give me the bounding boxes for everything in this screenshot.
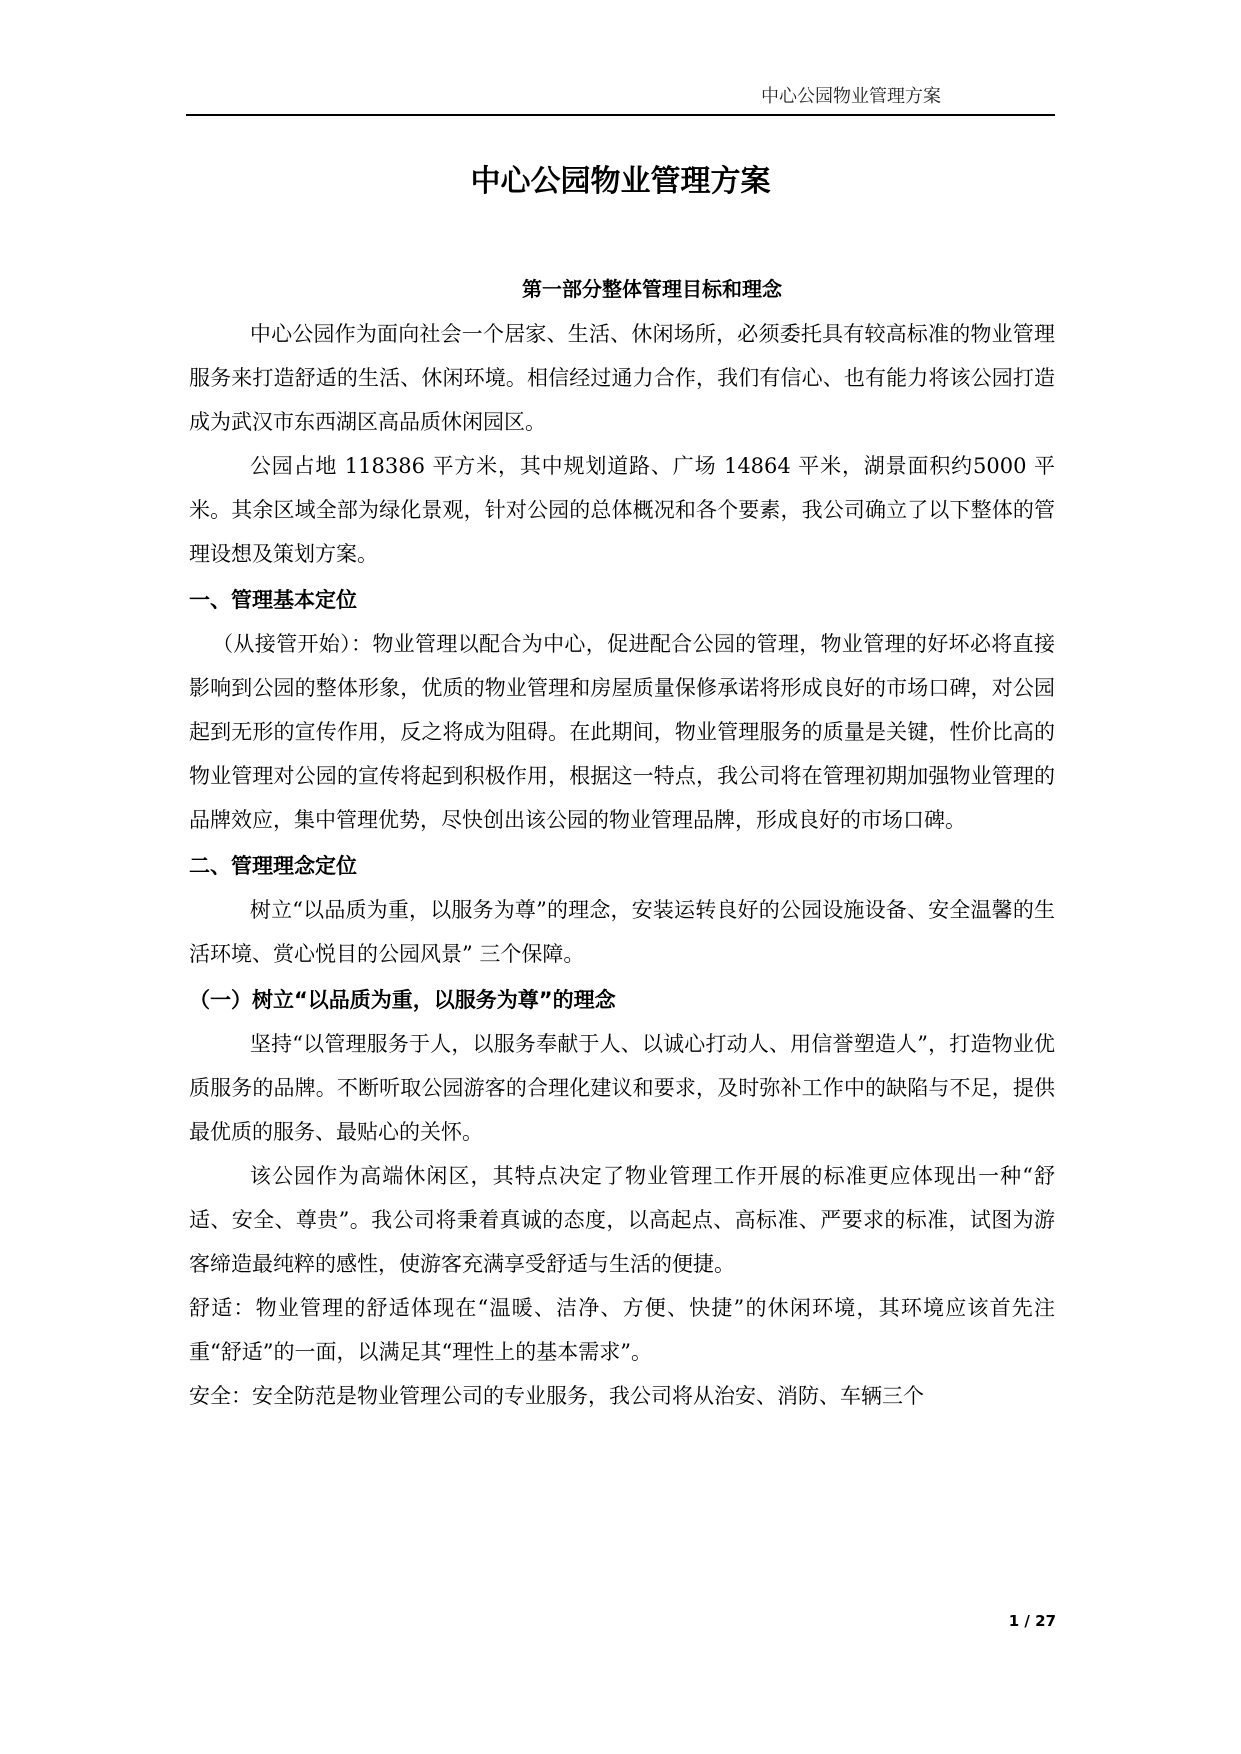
section1-paragraph: （从接管开始）：物业管理以配合为中心，促进配合公园的管理，物业管理的好坏必将直接影响到公园的整体形象，优质的物业管理和房屋质量保修承诺将形成良好的市场口碑，对公园起到无形的宣传作用，反之将成为阻碍。在此期间，物业管理服务的质量是关键，性价比高的物业管理对公园的宣传将起到积极作用，根据这一特点，我公司将在管理初期加强物业管理的品牌效应，集中管理优势，尽快创出该公园的物业管理品牌，形成良好的市场口碑。 (189, 632, 1055, 832)
intro-paragraph-2: 公园占地 118386 平方米，其中规划道路、广场 14864 平米，湖景面积约5000 平米。其余区域全部为绿化景观，针对公园的总体概况和各个要素，我公司确立了以下整体的管理设想及策划方案。 (189, 454, 1055, 566)
part-title: 第一部分整体管理目标和理念 (522, 277, 782, 301)
document-body (189, 272, 1055, 1418)
comfort-paragraph: 舒适：物业管理的舒适体现在“温暖、洁净、方便、快捷”的休闲环境，其环境应该首先注重“舒适”的一面，以满足其“理性上的基本需求”。 (189, 1296, 1055, 1364)
section-heading-concept-positioning: 二、管理理念定位 (189, 854, 357, 878)
subsection-paragraph-1: 坚持“以管理服务于人，以服务奉献于人、以诚心打动人、用信誉塑造人”，打造物业优质服务的品牌。不断听取公园游客的合理化建议和要求，及时弥补工作中的缺陷与不足，提供最优质的服务、最贴心的关怀。 (189, 1032, 1055, 1144)
section2-paragraph: 树立“以品质为重，以服务为尊”的理念，安装运转良好的公园设施设备、安全温馨的生活环境、赏心悦目的公园风景” 三个保障。 (189, 898, 1055, 966)
intro-paragraph-1: 中心公园作为面向社会一个居家、生活、休闲场所，必须委托具有较高标准的物业管理服务来打造舒适的生活、休闲环境。相信经过通力合作，我们有信心、也有能力将该公园打造成为武汉市东西湖区高品质休闲园区。 (189, 322, 1055, 434)
section-heading-basic-positioning: 一、管理基本定位 (189, 588, 357, 612)
subsection-paragraph-2: 该公园作为高端休闲区，其特点决定了物业管理工作开展的标准更应体现出一种“舒适、安全、尊贵”。我公司将秉着真诚的态度，以高起点、高标准、严要求的标准，试图为游客缔造最纯粹的感性，使游客充满享受舒适与生活的便捷。 (189, 1164, 1055, 1276)
document-title: 中心公园物业管理方案 (470, 164, 771, 199)
page-number: 1 / 27 (1008, 1612, 1056, 1630)
header-divider (186, 114, 1055, 116)
subsection-heading-quality-service: （一）树立“以品质为重，以服务为尊”的理念 (189, 988, 616, 1012)
safety-paragraph: 安全：安全防范是物业管理公司的专业服务，我公司将从治安、消防、车辆三个 (189, 1384, 924, 1408)
running-header-title: 中心公园物业管理方案 (761, 86, 941, 107)
